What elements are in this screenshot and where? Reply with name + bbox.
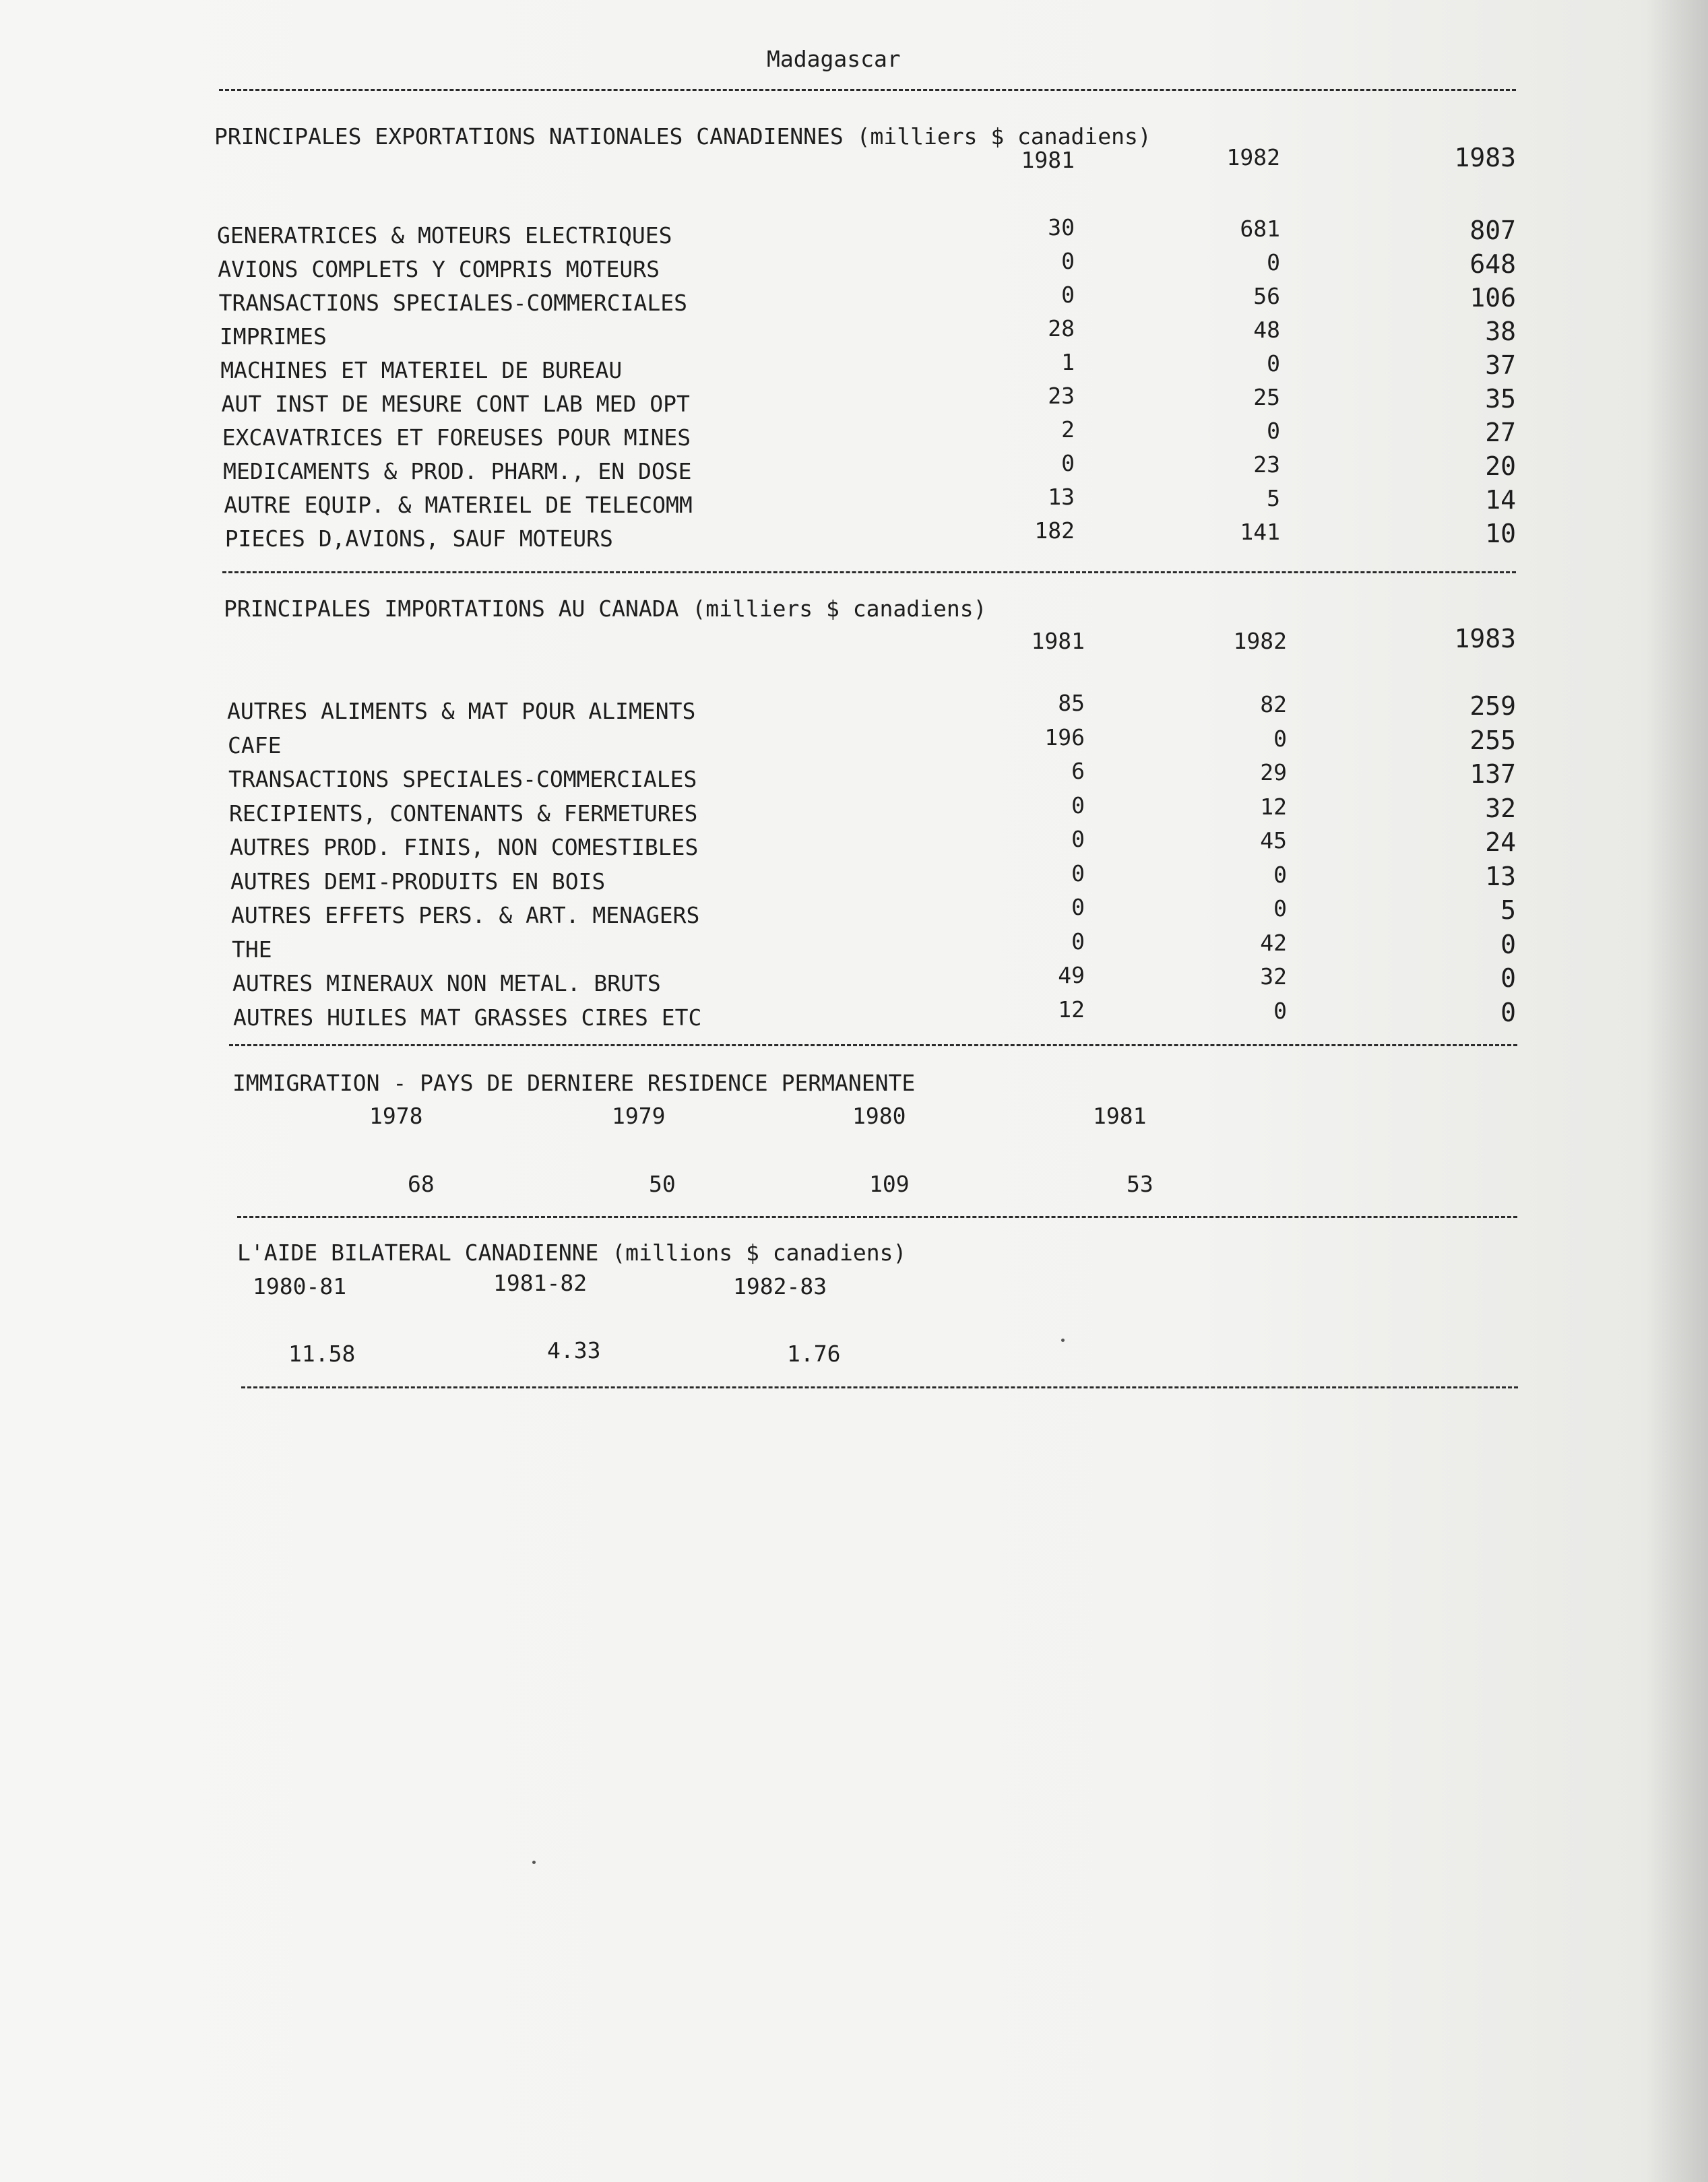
row-value-1983: 255 [1469, 725, 1516, 755]
row-label: RECIPIENTS, CONTENANTS & FERMETURES [229, 800, 698, 827]
row-value-1981: 0 [1061, 450, 1075, 476]
row-value-1981: 0 [1071, 928, 1085, 955]
row-value-1983: 0 [1500, 997, 1516, 1027]
row-value-1981: 6 [1071, 758, 1085, 784]
row-value-1983: 20 [1485, 451, 1516, 481]
row-value-1983: 106 [1469, 283, 1516, 313]
exports-year-1982: 1982 [1226, 144, 1280, 170]
row-value-1982: 0 [1267, 418, 1280, 444]
row-value-1982: 29 [1260, 759, 1287, 785]
row-value-1982: 0 [1273, 725, 1287, 752]
row-value-1981: 28 [1048, 315, 1075, 342]
row-value-1983: 648 [1469, 249, 1516, 279]
rule-after-exports [222, 571, 1516, 573]
row-value-1981: 2 [1061, 416, 1075, 443]
row-value-1982: 56 [1253, 283, 1280, 309]
row-label: EXCAVATRICES ET FOREUSES POUR MINES [222, 424, 691, 451]
row-label: AVIONS COMPLETS Y COMPRIS MOTEURS [218, 256, 660, 282]
row-label: AUTRES HUILES MAT GRASSES CIRES ETC [233, 1004, 702, 1031]
row-value-1982: 0 [1273, 997, 1287, 1024]
rule-after-immigration [237, 1216, 1517, 1218]
row-value-1982: 0 [1273, 895, 1287, 922]
imports-year-1982: 1982 [1233, 628, 1287, 654]
row-value-1983: 27 [1485, 418, 1516, 447]
row-value-1981: 0 [1071, 792, 1085, 819]
row-value-1981: 85 [1058, 690, 1085, 716]
row-label: AUTRES DEMI-PRODUITS EN BOIS [230, 868, 606, 895]
row-value-1983: 37 [1485, 350, 1516, 380]
speck [1061, 1339, 1065, 1342]
row-label: AUTRES MINERAUX NON METAL. BRUTS [232, 970, 661, 996]
row-value-1981: 30 [1048, 214, 1075, 240]
aid-value-1981-82: 4.33 [547, 1337, 601, 1363]
aid-value-1980-81: 11.58 [288, 1341, 356, 1367]
exports-year-1981: 1981 [1021, 147, 1075, 173]
aid-year-1982-83: 1982-83 [733, 1273, 827, 1299]
row-value-1983: 32 [1485, 793, 1516, 823]
immigration-value-1978: 68 [408, 1171, 435, 1197]
row-value-1981: 196 [1044, 724, 1085, 750]
row-label: TRANSACTIONS SPECIALES-COMMERCIALES [228, 766, 697, 792]
row-label: AUTRE EQUIP. & MATERIEL DE TELECOMM [224, 492, 693, 518]
row-value-1983: 137 [1469, 759, 1516, 789]
speck [532, 1861, 536, 1864]
immigration-year-1978: 1978 [369, 1103, 423, 1129]
rule-bottom [241, 1386, 1518, 1388]
immigration-value-1979: 50 [649, 1171, 676, 1197]
row-value-1982: 0 [1267, 350, 1280, 377]
country-header: Madagascar [767, 46, 901, 72]
row-label: AUTRES ALIMENTS & MAT POUR ALIMENTS [227, 698, 696, 724]
immigration-title: IMMIGRATION - PAYS DE DERNIERE RESIDENCE PERMANENTE [232, 1070, 916, 1096]
row-label: GENERATRICES & MOTEURS ELECTRIQUES [217, 222, 672, 249]
row-value-1983: 14 [1485, 485, 1516, 515]
row-value-1981: 0 [1071, 860, 1085, 887]
row-value-1983: 35 [1485, 384, 1516, 414]
immigration-value-1980: 109 [869, 1171, 910, 1197]
row-value-1982: 681 [1240, 216, 1280, 242]
row-value-1982: 32 [1260, 963, 1287, 990]
row-value-1983: 13 [1485, 861, 1516, 891]
row-label: CAFE [228, 732, 282, 759]
immigration-year-1981: 1981 [1093, 1103, 1147, 1129]
row-value-1982: 48 [1253, 317, 1280, 343]
aid-value-1982-83: 1.76 [787, 1341, 841, 1367]
row-value-1982: 0 [1267, 249, 1280, 276]
immigration-year-1979: 1979 [612, 1103, 666, 1129]
row-label: AUTRES PROD. FINIS, NON COMESTIBLES [230, 834, 699, 860]
aid-year-1980-81: 1980-81 [253, 1273, 347, 1299]
row-label: MEDICAMENTS & PROD. PHARM., EN DOSE [223, 458, 692, 484]
exports-title: PRINCIPALES EXPORTATIONS NATIONALES CANADIENNES (milliers $ canadiens) [214, 123, 1151, 150]
row-label: PIECES D,AVIONS, SAUF MOTEURS [224, 525, 613, 552]
row-label: TRANSACTIONS SPECIALES-COMMERCIALES [218, 290, 687, 316]
imports-title: PRINCIPALES IMPORTATIONS AU CANADA (milliers $ canadiens) [224, 596, 987, 622]
page-edge-shadow [1647, 0, 1708, 2182]
aid-year-1981-82: 1981-82 [493, 1270, 588, 1296]
row-value-1982: 23 [1253, 451, 1280, 478]
row-label: MACHINES ET MATERIEL DE BUREAU [220, 357, 623, 383]
imports-year-1981: 1981 [1031, 628, 1085, 654]
row-value-1983: 5 [1500, 895, 1516, 925]
row-value-1982: 141 [1240, 519, 1280, 545]
row-value-1982: 45 [1260, 827, 1287, 854]
rule-top [219, 89, 1516, 91]
row-value-1981: 0 [1061, 282, 1075, 308]
row-value-1981: 182 [1034, 517, 1075, 544]
row-value-1982: 0 [1273, 861, 1287, 888]
rule-after-imports [229, 1044, 1517, 1046]
imports-year-1983: 1983 [1454, 624, 1516, 653]
row-value-1981: 0 [1071, 894, 1085, 920]
row-value-1982: 82 [1260, 691, 1287, 717]
row-value-1981: 0 [1061, 248, 1075, 274]
row-value-1982: 12 [1260, 793, 1287, 820]
row-value-1983: 10 [1485, 519, 1516, 548]
row-value-1981: 1 [1061, 349, 1075, 375]
row-value-1981: 0 [1071, 826, 1085, 852]
row-label: AUTRES EFFETS PERS. & ART. MENAGERS [231, 902, 700, 928]
row-value-1981: 23 [1048, 383, 1075, 409]
row-value-1982: 25 [1253, 384, 1280, 410]
row-value-1983: 259 [1469, 691, 1516, 721]
exports-year-1983: 1983 [1454, 143, 1516, 172]
row-value-1981: 12 [1058, 996, 1085, 1023]
row-value-1983: 38 [1485, 317, 1516, 346]
row-value-1983: 0 [1500, 963, 1516, 993]
row-value-1982: 42 [1260, 929, 1287, 956]
row-value-1983: 0 [1500, 929, 1516, 959]
row-value-1983: 24 [1485, 827, 1516, 857]
row-label: IMPRIMES [219, 323, 327, 350]
aid-title: L'AIDE BILATERAL CANADIENNE (millions $ canadiens) [237, 1240, 907, 1266]
row-value-1981: 49 [1058, 962, 1085, 988]
row-value-1983: 807 [1469, 216, 1516, 245]
row-value-1981: 13 [1048, 484, 1075, 510]
row-value-1982: 5 [1267, 485, 1280, 511]
row-label: THE [232, 936, 272, 963]
immigration-year-1980: 1980 [852, 1103, 906, 1129]
immigration-value-1981: 53 [1127, 1171, 1153, 1197]
row-label: AUT INST DE MESURE CONT LAB MED OPT [221, 391, 690, 417]
